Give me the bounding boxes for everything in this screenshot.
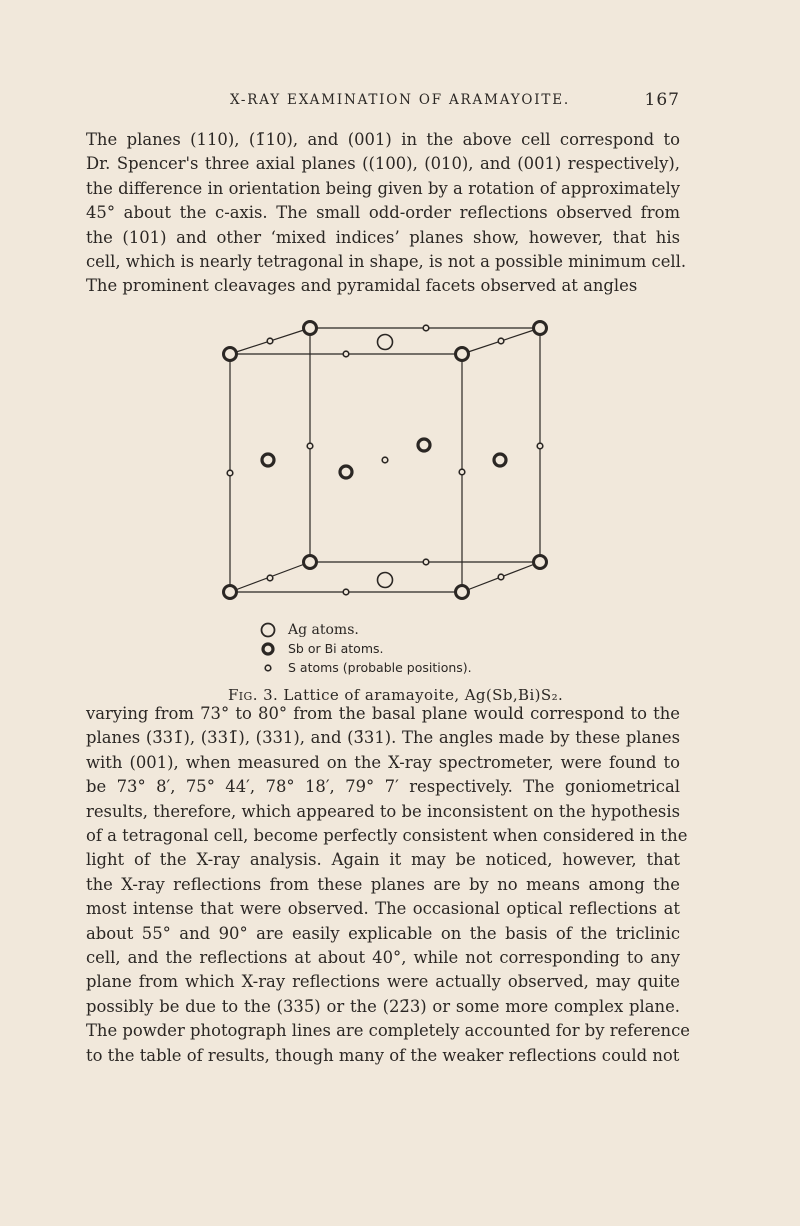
text-line: Dr. Spencer's three axial planes ((100), (010), and (001) respectively), [86, 154, 680, 174]
text-line: cell, which is nearly tetragonal in shape, is not a possible minimum cell. [86, 252, 687, 272]
legend-label: Ag atoms. [288, 621, 359, 638]
page-number: 167 [644, 90, 680, 110]
text-line: the (101) and other ‘mixed indices’ planes show, however, that his [86, 227, 680, 247]
ag-atom-icon [258, 621, 282, 639]
page-header [86, 90, 680, 114]
text-line: varying from 73° to 80° from the basal plane would correspond to the [86, 704, 680, 723]
figure-number: Fig. 3. [228, 686, 279, 704]
text-line: about 55° and 90° are easily explicable on the basis of the triclinic [86, 923, 680, 943]
text-line: results, therefore, which appeared to be inconsistent on the hypothesis [86, 801, 680, 821]
lattice-diagram [210, 312, 570, 608]
figure-legend [258, 620, 472, 677]
legend-row [258, 620, 472, 639]
s-atom-icon [258, 659, 282, 677]
legend-label: S atoms (probable positions). [288, 660, 472, 675]
paragraph-top [86, 128, 687, 299]
paragraph-bottom [86, 702, 690, 1068]
text-line: The prominent cleavages and pyramidal facets observed at angles [86, 276, 638, 296]
text-line: cell, and the reflections at about 40°, while not corresponding to any [86, 948, 680, 968]
text-line: the X-ray reflections from these planes are by no means among the [86, 874, 680, 894]
running-head: X-RAY EXAMINATION OF ARAMAYOITE. [230, 92, 570, 108]
text-line: be 73° 8′, 75° 44′, 78° 18′, 79° 7′ respectively. The goniometrical [86, 777, 680, 797]
text-line: The powder photograph lines are completely accounted for by reference [86, 1021, 690, 1041]
text-line: to the table of results, though many of the weaker reflections could not [86, 1045, 680, 1065]
text-line: possibly be due to the (335̄) or the (22̄3) or some more complex plane. [86, 996, 680, 1016]
caption-text: Lattice of aramayoite, Ag(Sb,Bi)S₂. [283, 686, 564, 704]
text-line: most intense that were observed. The occasional optical reflections at [86, 899, 680, 919]
text-line: with (001), when measured on the X-ray spectrometer, were found to [86, 752, 680, 772]
text-line: 45° about the c-axis. The small odd-order reflections observed from [86, 203, 680, 223]
sb-bi-atom-icon [258, 640, 282, 658]
text-line: plane from which X-ray reflections were actually observed, may quite [86, 972, 680, 992]
text-line: The planes (110), (1̄10), and (001) in the above cell correspond to [86, 130, 680, 149]
text-line: the difference in orientation being given by a rotation of approximately [86, 178, 680, 198]
legend-label: Sb or Bi atoms. [288, 641, 384, 656]
text-line: light of the X-ray analysis. Again it may be noticed, however, that [86, 850, 680, 870]
legend-row [258, 658, 472, 677]
text-line: of a tetragonal cell, become perfectly consistent when considered in the [86, 826, 688, 846]
text-line: planes (3̄31̄), (331̄), (331), and (3̄31). The angles made by these planes [86, 728, 680, 748]
legend-row [258, 639, 472, 658]
